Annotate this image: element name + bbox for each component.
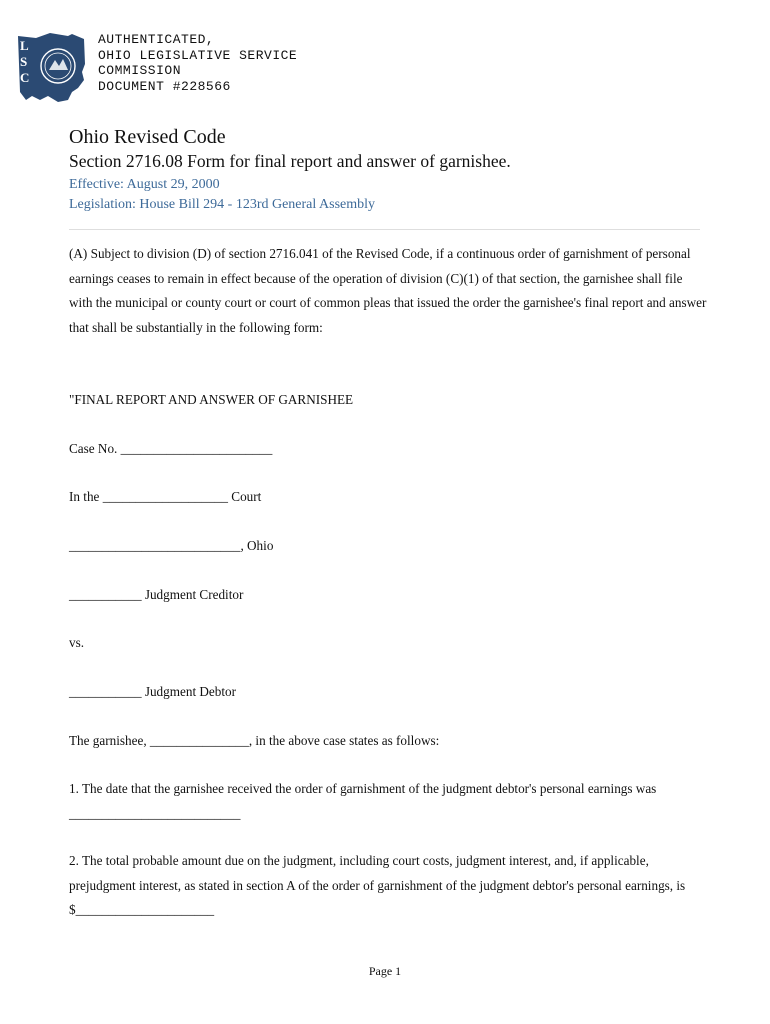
item-2: 2. The total probable amount due on the judgment, including court costs, judgment interest, and, if applicable, prejudgment interest, as stated in section A of the order of garnishment of the judgment debtor's personal earnings, is $_____________________ bbox=[69, 853, 686, 917]
lsc-ohio-logo bbox=[14, 30, 88, 104]
form-title: "FINAL REPORT AND ANSWER OF GARNISHEE bbox=[69, 392, 354, 407]
auth-line: OHIO LEGISLATIVE SERVICE bbox=[98, 47, 298, 63]
logo-letter-s: S bbox=[20, 54, 28, 69]
court-line: In the ___________________ Court bbox=[69, 489, 262, 504]
authentication-stamp bbox=[98, 32, 297, 94]
case-number-line: Case No. _______________________ bbox=[69, 441, 273, 456]
auth-line: DOCUMENT #228566 bbox=[98, 78, 231, 94]
auth-line: AUTHENTICATED, bbox=[98, 32, 215, 47]
judgment-debtor-line: ___________ Judgment Debtor bbox=[69, 684, 237, 699]
judgment-creditor-line: ___________ Judgment Creditor bbox=[69, 587, 244, 602]
section-heading: Section 2716.08 Form for final report and answer of garnishee. bbox=[69, 151, 511, 171]
page-number: Page 1 bbox=[368, 964, 402, 978]
auth-line: COMMISSION bbox=[98, 63, 182, 78]
paragraph-a: (A) Subject to division (D) of section 2716.041 of the Revised Code, if a continuous order of garnishment of personal earnings ceases to remain in effect because of the operation of division (C)(1) of that section, the garnishee shall file with the municipal or county court or court of common pleas that issued the order the garnishee's final report and answer that shall be substantially in the following form: bbox=[69, 246, 707, 335]
logo-letter-l: L bbox=[20, 38, 29, 53]
garnishee-statement: The garnishee, _______________, in the above case states as follows: bbox=[69, 733, 440, 748]
logo-letter-c: C bbox=[20, 70, 30, 85]
divider bbox=[69, 229, 700, 230]
document-title: Ohio Revised Code bbox=[69, 126, 226, 148]
versus-line: vs. bbox=[69, 635, 85, 650]
effective-date: Effective: August 29, 2000 bbox=[69, 177, 220, 192]
ohio-line: __________________________, Ohio bbox=[69, 538, 274, 553]
legislation-reference: Legislation: House Bill 294 - 123rd General Assembly bbox=[69, 197, 376, 212]
item-1: 1. The date that the garnishee received the order of garnishment of the judgment debtor's personal earnings was __________________________ bbox=[69, 781, 657, 821]
